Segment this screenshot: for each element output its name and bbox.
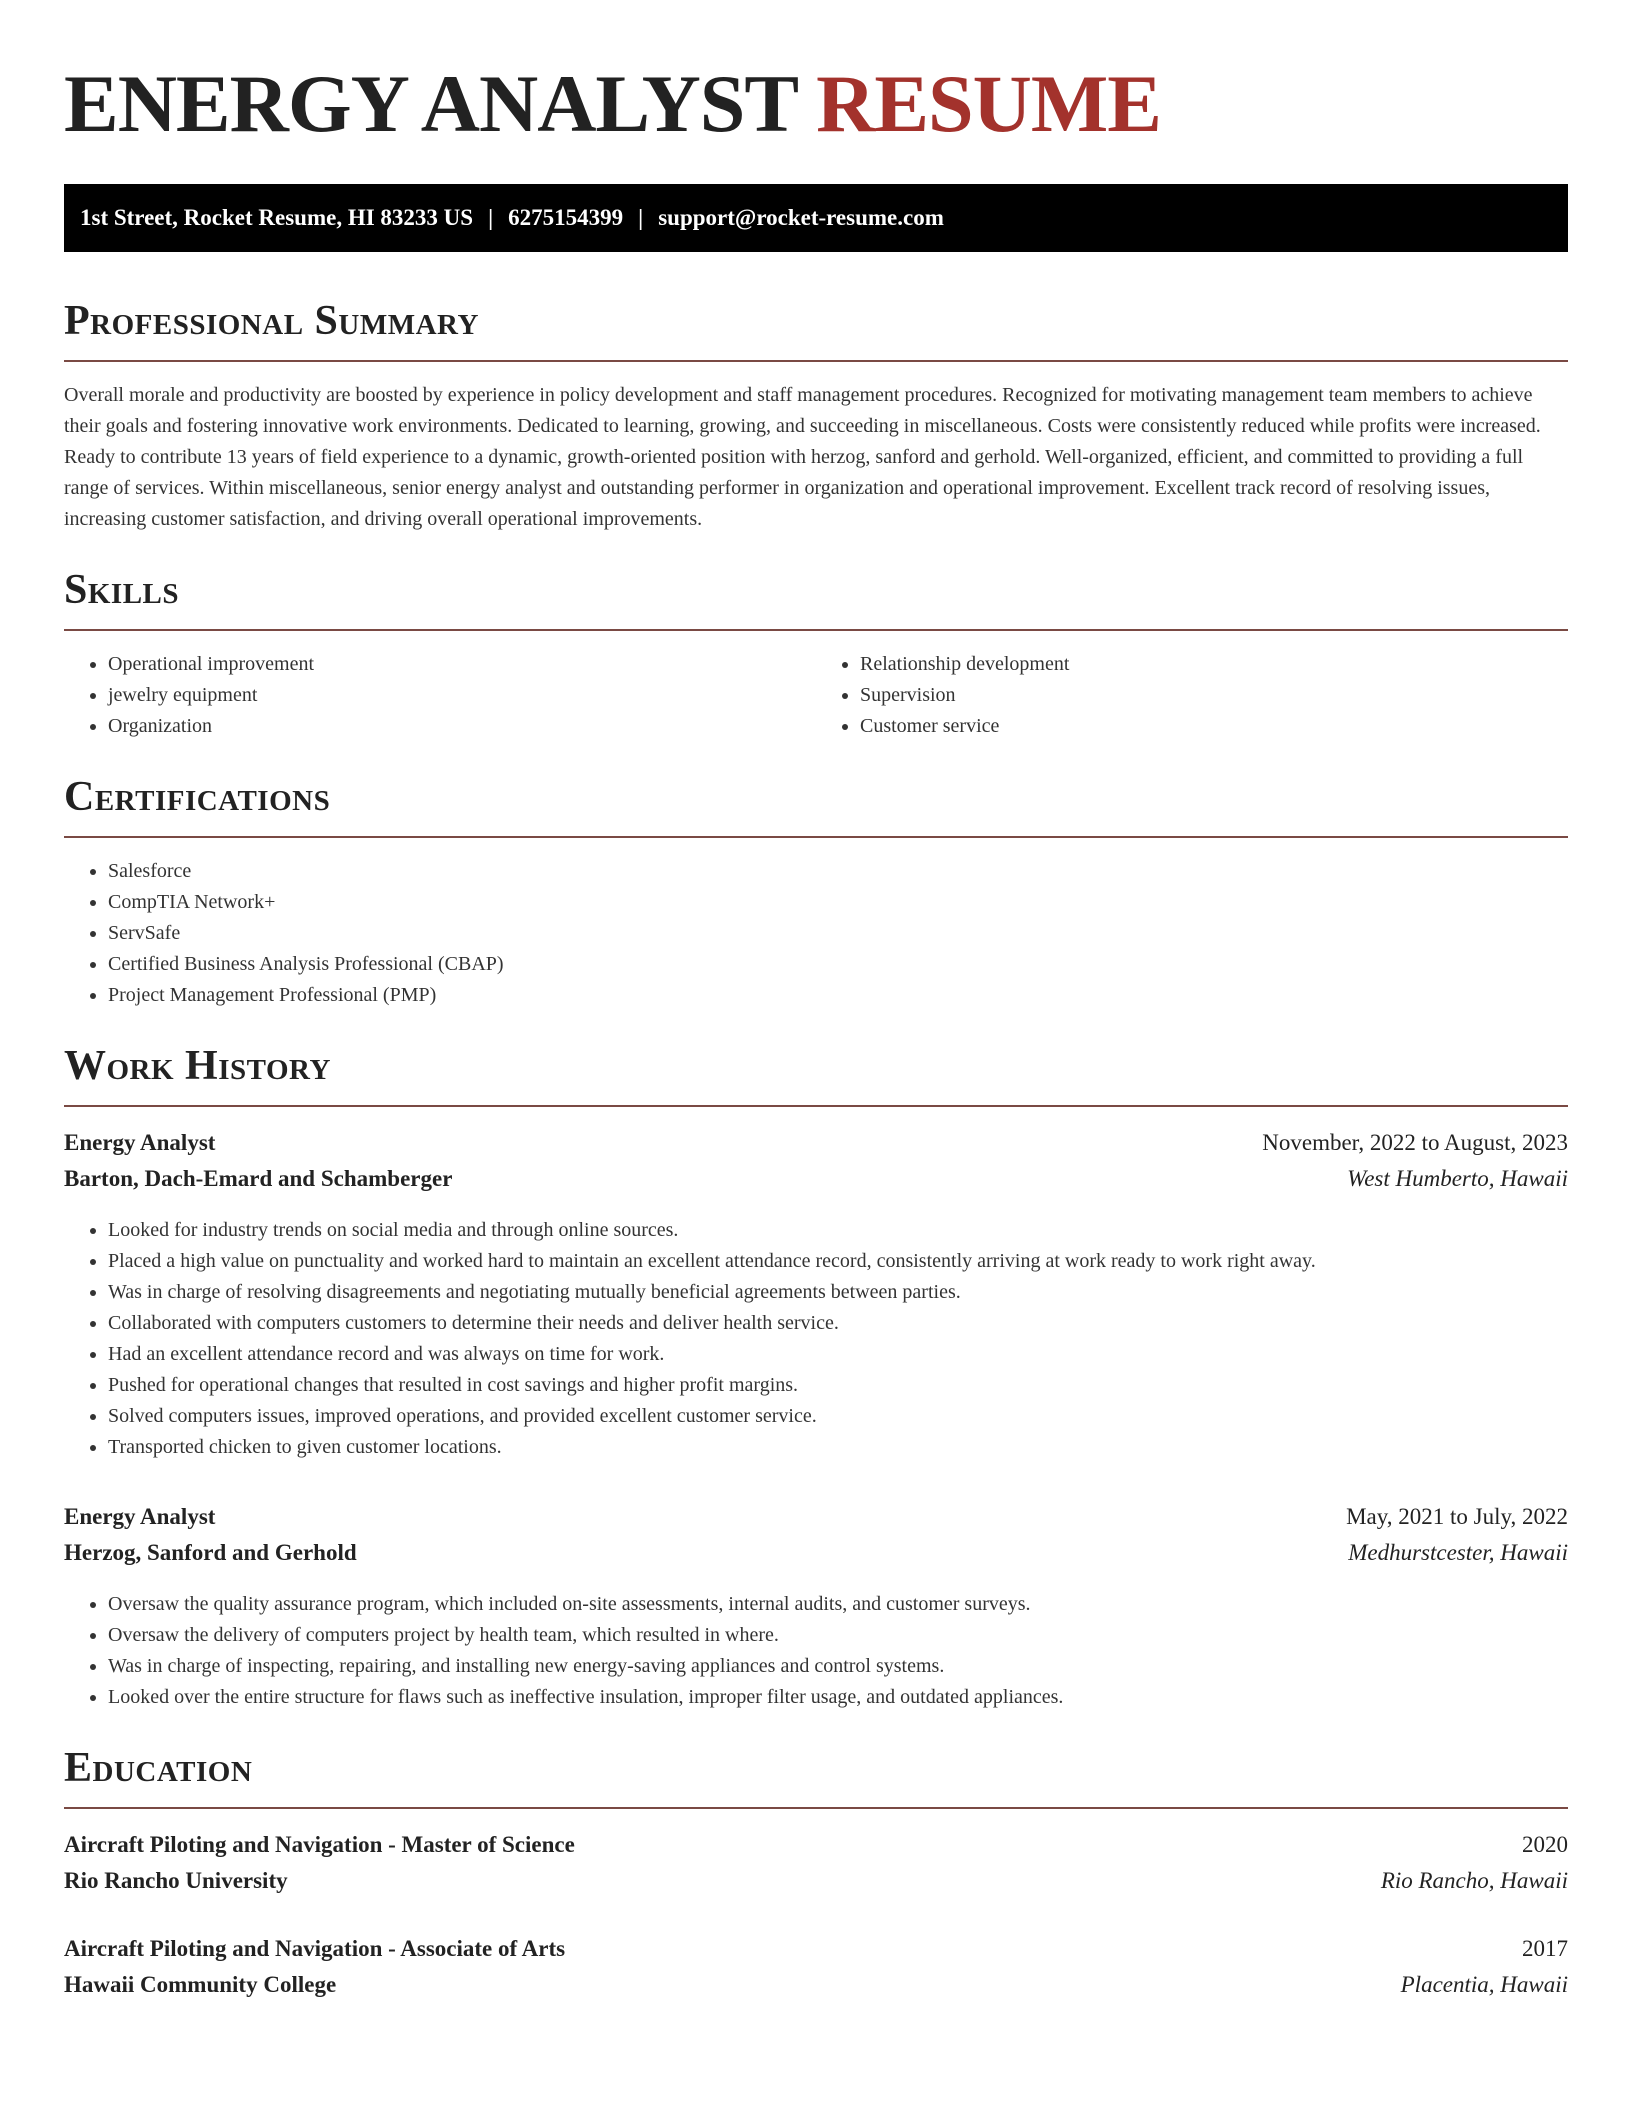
job-title: Energy Analyst [64, 1504, 216, 1529]
job-duty: • Pushed for operational changes that resulted in cost savings and higher profit margins. [108, 1370, 1568, 1401]
education-school-row [64, 1863, 1568, 1899]
skill-item: • jewelry equipment [108, 680, 816, 711]
job-duty: • Oversaw the delivery of computers project by health team, which resulted in where. [108, 1620, 1568, 1651]
job-duty: • Was in charge of resolving disagreements and negotiating mutually beneficial agreements between parties. [108, 1277, 1568, 1308]
certifications-section [64, 772, 1568, 1011]
contact-email: support@rocket-resume.com [658, 205, 944, 230]
summary-text: Overall morale and productivity are boosted by experience in policy development and staff management procedures. Recognized for motivating management team members to achieve their goals and fostering innovative work environments. Dedicated to learning, growing, and succeeding in miscellaneous. Costs were consistently reduced while profits were increased. Ready to contribute 13 years of field experience to a dynamic, growth-oriented position with herzog, sanford and gerhold. Well-organized, efficient, and committed to providing a full range of services. Within miscellaneous, senior energy analyst and outstanding performer in organization and operational improvement. Excellent track record of resolving issues, increasing customer satisfaction, and driving overall operational improvements. [64, 384, 1541, 530]
section-divider [64, 1807, 1568, 1809]
skills-list-right [816, 649, 1568, 742]
job-duty: • Transported chicken to given customer locations. [108, 1432, 1568, 1463]
job-company: Herzog, Sanford and Gerhold [64, 1540, 357, 1565]
title-accent: RESUME [816, 58, 1161, 149]
job-duty: • Solved computers issues, improved operations, and provided excellent customer service. [108, 1401, 1568, 1432]
education-location: Rio Rancho, Hawaii [1380, 1868, 1568, 1893]
job-duty: • Looked for industry trends on social media and through online sources. [108, 1215, 1568, 1246]
certification-item: • Salesforce [108, 856, 1568, 887]
skills-list-left [64, 649, 816, 742]
job-dates: May, 2021 to July, 2022 [1346, 1504, 1568, 1529]
summary-section [64, 296, 1568, 535]
job-duties-list [64, 1589, 1568, 1713]
education-degree-row [64, 1827, 1568, 1863]
contact-separator: | [488, 205, 494, 230]
skill-item: • Organization [108, 711, 816, 742]
contact-phone: 6275154399 [508, 205, 624, 230]
resume-title [64, 0, 1568, 152]
education-entry [64, 1931, 1568, 2003]
contact-address: 1st Street, Rocket Resume, HI 83233 US [80, 205, 474, 230]
contact-bar [64, 184, 1568, 252]
work-section [64, 1041, 1568, 1713]
summary-heading: Professional Summary [64, 298, 479, 344]
job-header-row [64, 1125, 1568, 1161]
certification-item: • CompTIA Network+ [108, 887, 1568, 918]
education-location: Placentia, Hawaii [1400, 1972, 1568, 1997]
education-heading: Education [64, 1745, 253, 1791]
education-degree-row [64, 1931, 1568, 1967]
job-duty: • Was in charge of inspecting, repairing, and installing new energy-saving appliances and control systems. [108, 1651, 1568, 1682]
job-duty: • Placed a high value on punctuality and worked hard to maintain an excellent attendance record, consistently arriving at work ready to work right away. [108, 1246, 1568, 1277]
job-entry [64, 1499, 1568, 1713]
job-entry [64, 1125, 1568, 1463]
certification-item: • Project Management Professional (PMP) [108, 980, 1568, 1011]
job-company-row [64, 1161, 1568, 1197]
education-year: 2020 [1522, 1832, 1568, 1857]
skill-item: • Relationship development [860, 649, 1568, 680]
education-entry [64, 1827, 1568, 1899]
skills-columns [64, 631, 1568, 742]
job-dates: November, 2022 to August, 2023 [1262, 1130, 1568, 1155]
section-divider [64, 360, 1568, 362]
work-heading: Work History [64, 1043, 331, 1089]
job-location: West Humberto, Hawaii [1347, 1166, 1568, 1191]
skill-item: • Supervision [860, 680, 1568, 711]
job-company: Barton, Dach-Emard and Schamberger [64, 1166, 453, 1191]
skills-section [64, 565, 1568, 742]
certifications-list [64, 856, 1568, 1011]
job-duty: • Oversaw the quality assurance program, which included on-site assessments, internal audits, and customer surveys. [108, 1589, 1568, 1620]
skill-item: • Customer service [860, 711, 1568, 742]
job-header-row [64, 1499, 1568, 1535]
education-school: Rio Rancho University [64, 1868, 288, 1893]
certifications-heading: Certifications [64, 774, 331, 820]
job-duty: • Collaborated with computers customers to determine their needs and deliver health service. [108, 1308, 1568, 1339]
section-divider [64, 836, 1568, 838]
job-title: Energy Analyst [64, 1130, 216, 1155]
education-school: Hawaii Community College [64, 1972, 337, 1997]
contact-separator: | [638, 205, 644, 230]
education-degree: Aircraft Piloting and Navigation - Master of Science [64, 1832, 575, 1857]
certification-item: • ServSafe [108, 918, 1568, 949]
certification-item: • Certified Business Analysis Professional (CBAP) [108, 949, 1568, 980]
education-degree: Aircraft Piloting and Navigation - Associate of Arts [64, 1936, 566, 1961]
skills-heading: Skills [64, 567, 180, 613]
job-duty: • Looked over the entire structure for flaws such as ineffective insulation, improper filter usage, and outdated appliances. [108, 1682, 1568, 1713]
job-duties-list [64, 1215, 1568, 1463]
job-location: Medhurstcester, Hawaii [1348, 1540, 1568, 1565]
title-main: ENERGY ANALYST [64, 58, 797, 149]
education-section [64, 1743, 1568, 2003]
job-duty: • Had an excellent attendance record and was always on time for work. [108, 1339, 1568, 1370]
education-school-row [64, 1967, 1568, 2003]
job-company-row [64, 1535, 1568, 1571]
section-divider [64, 1105, 1568, 1107]
skill-item: • Operational improvement [108, 649, 816, 680]
education-year: 2017 [1522, 1936, 1568, 1961]
